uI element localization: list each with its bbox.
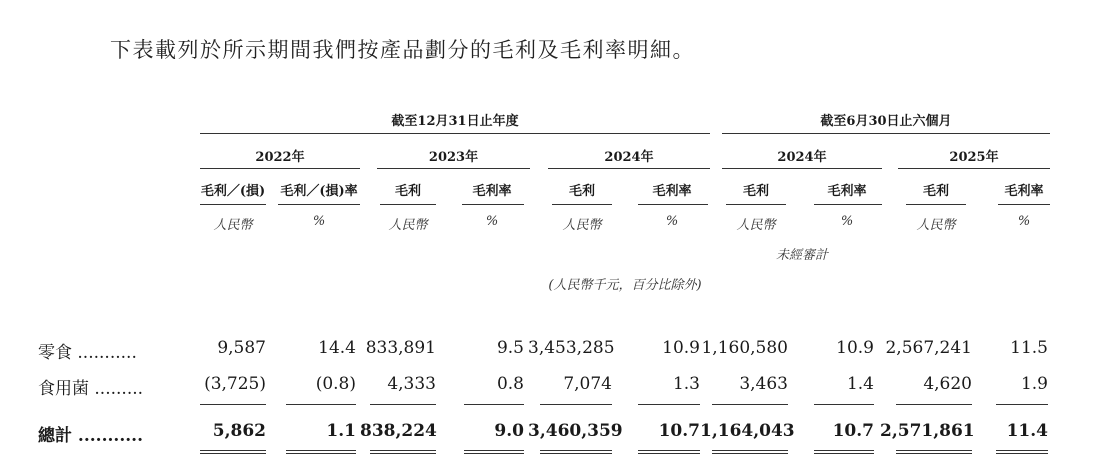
year-rule-2023 (377, 168, 530, 169)
col-header-rule (726, 204, 786, 205)
total-double-rule (286, 450, 356, 454)
col-header-rule (998, 204, 1050, 205)
col-header-rule (380, 204, 436, 205)
total-cell: 9.0 (494, 421, 524, 441)
year-rule-2025-h1 (898, 168, 1050, 169)
subtotal-rule (540, 404, 612, 405)
intro-paragraph: 下表載列於所示期間我們按產品劃分的毛利及毛利率明細。 (110, 38, 695, 62)
total-cell: 3,460,359 (528, 421, 623, 441)
unit-label: % (1017, 214, 1031, 229)
total-cell: 11.4 (1006, 421, 1048, 441)
total-cell: 5,862 (212, 421, 266, 441)
unit-label: % (485, 214, 499, 229)
subtotal-rule (370, 404, 436, 405)
table-cell: 3,453,285 (528, 338, 615, 358)
col-header-rule (638, 204, 708, 205)
table-cell: 3,463 (739, 374, 788, 394)
subtotal-rule (814, 404, 874, 405)
col-header-gross-margin: 毛利率 (1004, 184, 1044, 199)
table-cell: 10.9 (662, 338, 700, 358)
col-header-gross-profit: 毛利 (394, 184, 421, 199)
table-cell: 1.9 (1020, 374, 1048, 394)
table-cell: (3,725) (204, 374, 266, 394)
unit-label: 人民幣 (736, 218, 776, 233)
total-cell: 1,164,043 (700, 421, 795, 441)
col-header-gross-margin: 毛利率 (827, 184, 867, 199)
subtotal-rule (996, 404, 1048, 405)
table-cell: 10.9 (836, 338, 874, 358)
subtotal-rule (286, 404, 356, 405)
table-cell: 0.8 (496, 374, 524, 394)
table-cell: 1,160,580 (701, 338, 788, 358)
table-cell: 2,567,241 (885, 338, 972, 358)
col-header-gross-margin: 毛利率 (472, 184, 512, 199)
subtotal-rule (464, 404, 524, 405)
unit-label: 人民幣 (916, 218, 956, 233)
row-label-snacks: 零食 ........... (38, 343, 137, 363)
total-double-rule (370, 450, 436, 454)
col-header-gross-profit: 毛利／(損) (200, 184, 266, 199)
col-header-rule (278, 204, 360, 205)
total-cell: 1.1 (326, 421, 356, 441)
total-cell: 838,224 (360, 421, 437, 441)
total-double-rule (638, 450, 700, 454)
total-double-rule (540, 450, 612, 454)
year-rule-2024 (548, 168, 710, 169)
table-cell: 1.4 (846, 374, 874, 394)
total-cell: 2,571,861 (880, 421, 975, 441)
total-double-rule (464, 450, 524, 454)
col-header-gross-profit: 毛利 (568, 184, 595, 199)
unit-label: 人民幣 (213, 218, 253, 233)
col-header-gross-margin: 毛利／(損)率 (280, 184, 358, 199)
total-double-rule (814, 450, 874, 454)
year-header-2024-h1: 2024年 (777, 150, 827, 165)
table-cell: 14.4 (318, 338, 356, 358)
year-header-2023: 2023年 (428, 150, 479, 165)
col-header-rule (200, 204, 266, 205)
row-label-total: 總計 ........... (38, 426, 144, 446)
unaudited-note: 未經審計 (775, 248, 828, 263)
annual-header-rule (200, 133, 710, 134)
half-year-period-header: 截至6月30日止六個月 (820, 114, 952, 129)
col-header-rule (814, 204, 882, 205)
unit-label: % (840, 214, 854, 229)
col-header-rule (906, 204, 966, 205)
table-cell: 4,620 (923, 374, 972, 394)
total-cell: 10.7 (658, 421, 700, 441)
table-cell: 11.5 (1010, 338, 1048, 358)
unit-label: 人民幣 (388, 218, 428, 233)
table-cell: 833,891 (365, 338, 436, 358)
year-rule-2022 (200, 168, 360, 169)
subtotal-rule (200, 404, 266, 405)
year-header-2022: 2022年 (255, 150, 305, 165)
col-header-gross-profit: 毛利 (742, 184, 769, 199)
unit-note: (人民幣千元，百分比除外) (548, 278, 702, 293)
table-cell: 9,587 (217, 338, 266, 358)
col-header-rule (552, 204, 612, 205)
unit-label: % (665, 214, 679, 229)
total-double-rule (996, 450, 1048, 454)
total-cell: 10.7 (832, 421, 874, 441)
table-cell: (0.8) (315, 374, 356, 394)
total-double-rule (896, 450, 972, 454)
total-double-rule (712, 450, 788, 454)
year-header-2025-h1: 2025年 (949, 150, 999, 165)
subtotal-rule (638, 404, 700, 405)
subtotal-rule (712, 404, 788, 405)
col-header-gross-margin: 毛利率 (652, 184, 692, 199)
year-rule-2024-h1 (722, 168, 882, 169)
unit-label: 人民幣 (562, 218, 602, 233)
table-cell: 7,074 (563, 374, 612, 394)
col-header-gross-profit: 毛利 (922, 184, 949, 199)
year-header-2024: 2024年 (604, 150, 654, 165)
table-cell: 4,333 (387, 374, 436, 394)
subtotal-rule (896, 404, 972, 405)
unit-label: % (312, 214, 326, 229)
total-double-rule (200, 450, 266, 454)
row-label-edible-fungi: 食用菌 ......... (38, 379, 144, 399)
half-year-header-rule (722, 133, 1050, 134)
col-header-rule (462, 204, 524, 205)
table-cell: 1.3 (672, 374, 700, 394)
annual-period-header: 截至12月31日止年度 (391, 114, 519, 129)
table-cell: 9.5 (496, 338, 524, 358)
